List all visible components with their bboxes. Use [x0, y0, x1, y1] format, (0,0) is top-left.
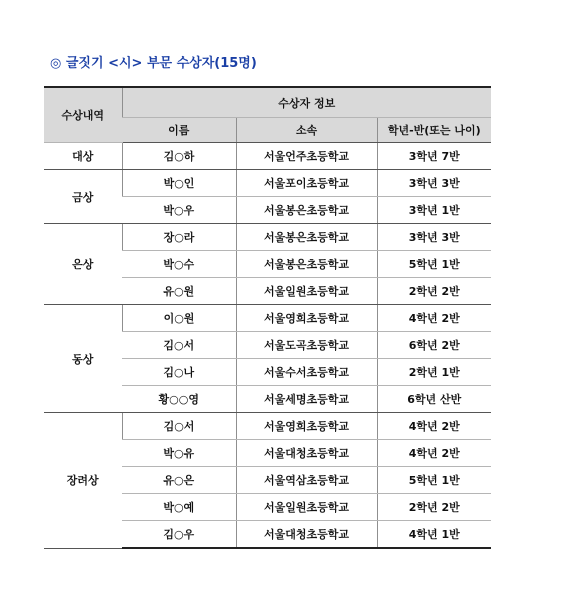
award-category: 은상: [44, 224, 122, 305]
winner-name: 김○나: [122, 359, 236, 386]
winner-grade: 3학년 1반: [377, 197, 491, 224]
winner-grade: 6학년 산반: [377, 386, 491, 413]
winner-school: 서울세명초등학교: [236, 386, 377, 413]
winner-school: 서울수서초등학교: [236, 359, 377, 386]
award-category: 장려상: [44, 413, 122, 549]
winner-name: 황○○영: [122, 386, 236, 413]
winner-name: 장○라: [122, 224, 236, 251]
section-title: ◎ 글짓기 <시> 부문 수상자(15명): [50, 56, 257, 71]
header-school: 소속: [236, 118, 377, 143]
winner-name: 김○우: [122, 521, 236, 549]
winner-name: 박○예: [122, 494, 236, 521]
winner-name: 김○하: [122, 143, 236, 170]
winner-grade: 4학년 2반: [377, 413, 491, 440]
winner-grade: 6학년 2반: [377, 332, 491, 359]
table-row: [44, 224, 491, 251]
award-category: 금상: [44, 170, 122, 224]
header-row: [44, 87, 491, 118]
header-category: 수상내역: [44, 87, 122, 143]
winner-name: 유○원: [122, 278, 236, 305]
award-category: 동상: [44, 305, 122, 413]
winner-school: 서울도곡초등학교: [236, 332, 377, 359]
winner-grade: 2학년 2반: [377, 494, 491, 521]
winner-grade: 4학년 1반: [377, 521, 491, 549]
winner-school: 서울일원초등학교: [236, 494, 377, 521]
winner-name: 박○인: [122, 170, 236, 197]
winner-grade: 5학년 1반: [377, 467, 491, 494]
winner-name: 김○서: [122, 413, 236, 440]
winner-school: 서울봉은초등학교: [236, 224, 377, 251]
table-row: [44, 170, 491, 197]
winner-grade: 3학년 3반: [377, 170, 491, 197]
winner-name: 박○우: [122, 197, 236, 224]
winner-school: 서울봉은초등학교: [236, 197, 377, 224]
winner-grade: 2학년 2반: [377, 278, 491, 305]
table-row: [44, 413, 491, 440]
winner-name: 박○유: [122, 440, 236, 467]
winner-school: 서울일원초등학교: [236, 278, 377, 305]
winner-grade: 3학년 7반: [377, 143, 491, 170]
winner-school: 서울포이초등학교: [236, 170, 377, 197]
award-category: 대상: [44, 143, 122, 170]
winner-name: 유○은: [122, 467, 236, 494]
winner-school: 서울대청초등학교: [236, 521, 377, 549]
winner-school: 서울봉은초등학교: [236, 251, 377, 278]
header-winner-info: 수상자 정보: [122, 87, 491, 118]
winner-school: 서울영희초등학교: [236, 413, 377, 440]
winner-name: 김○서: [122, 332, 236, 359]
table-row: [44, 305, 491, 332]
awards-table-body: [44, 143, 491, 549]
header-name: 이름: [122, 118, 236, 143]
table-row: [44, 143, 491, 170]
winner-grade: 4학년 2반: [377, 305, 491, 332]
winner-school: 서울언주초등학교: [236, 143, 377, 170]
winner-grade: 4학년 2반: [377, 440, 491, 467]
winner-name: 박○수: [122, 251, 236, 278]
winner-school: 서울대청초등학교: [236, 440, 377, 467]
header-grade: 학년-반(또는 나이): [377, 118, 491, 143]
winner-school: 서울역삼초등학교: [236, 467, 377, 494]
winner-grade: 2학년 1반: [377, 359, 491, 386]
winner-school: 서울영희초등학교: [236, 305, 377, 332]
winner-grade: 3학년 3반: [377, 224, 491, 251]
winner-name: 이○원: [122, 305, 236, 332]
winner-grade: 5학년 1반: [377, 251, 491, 278]
awards-table: [44, 86, 491, 549]
